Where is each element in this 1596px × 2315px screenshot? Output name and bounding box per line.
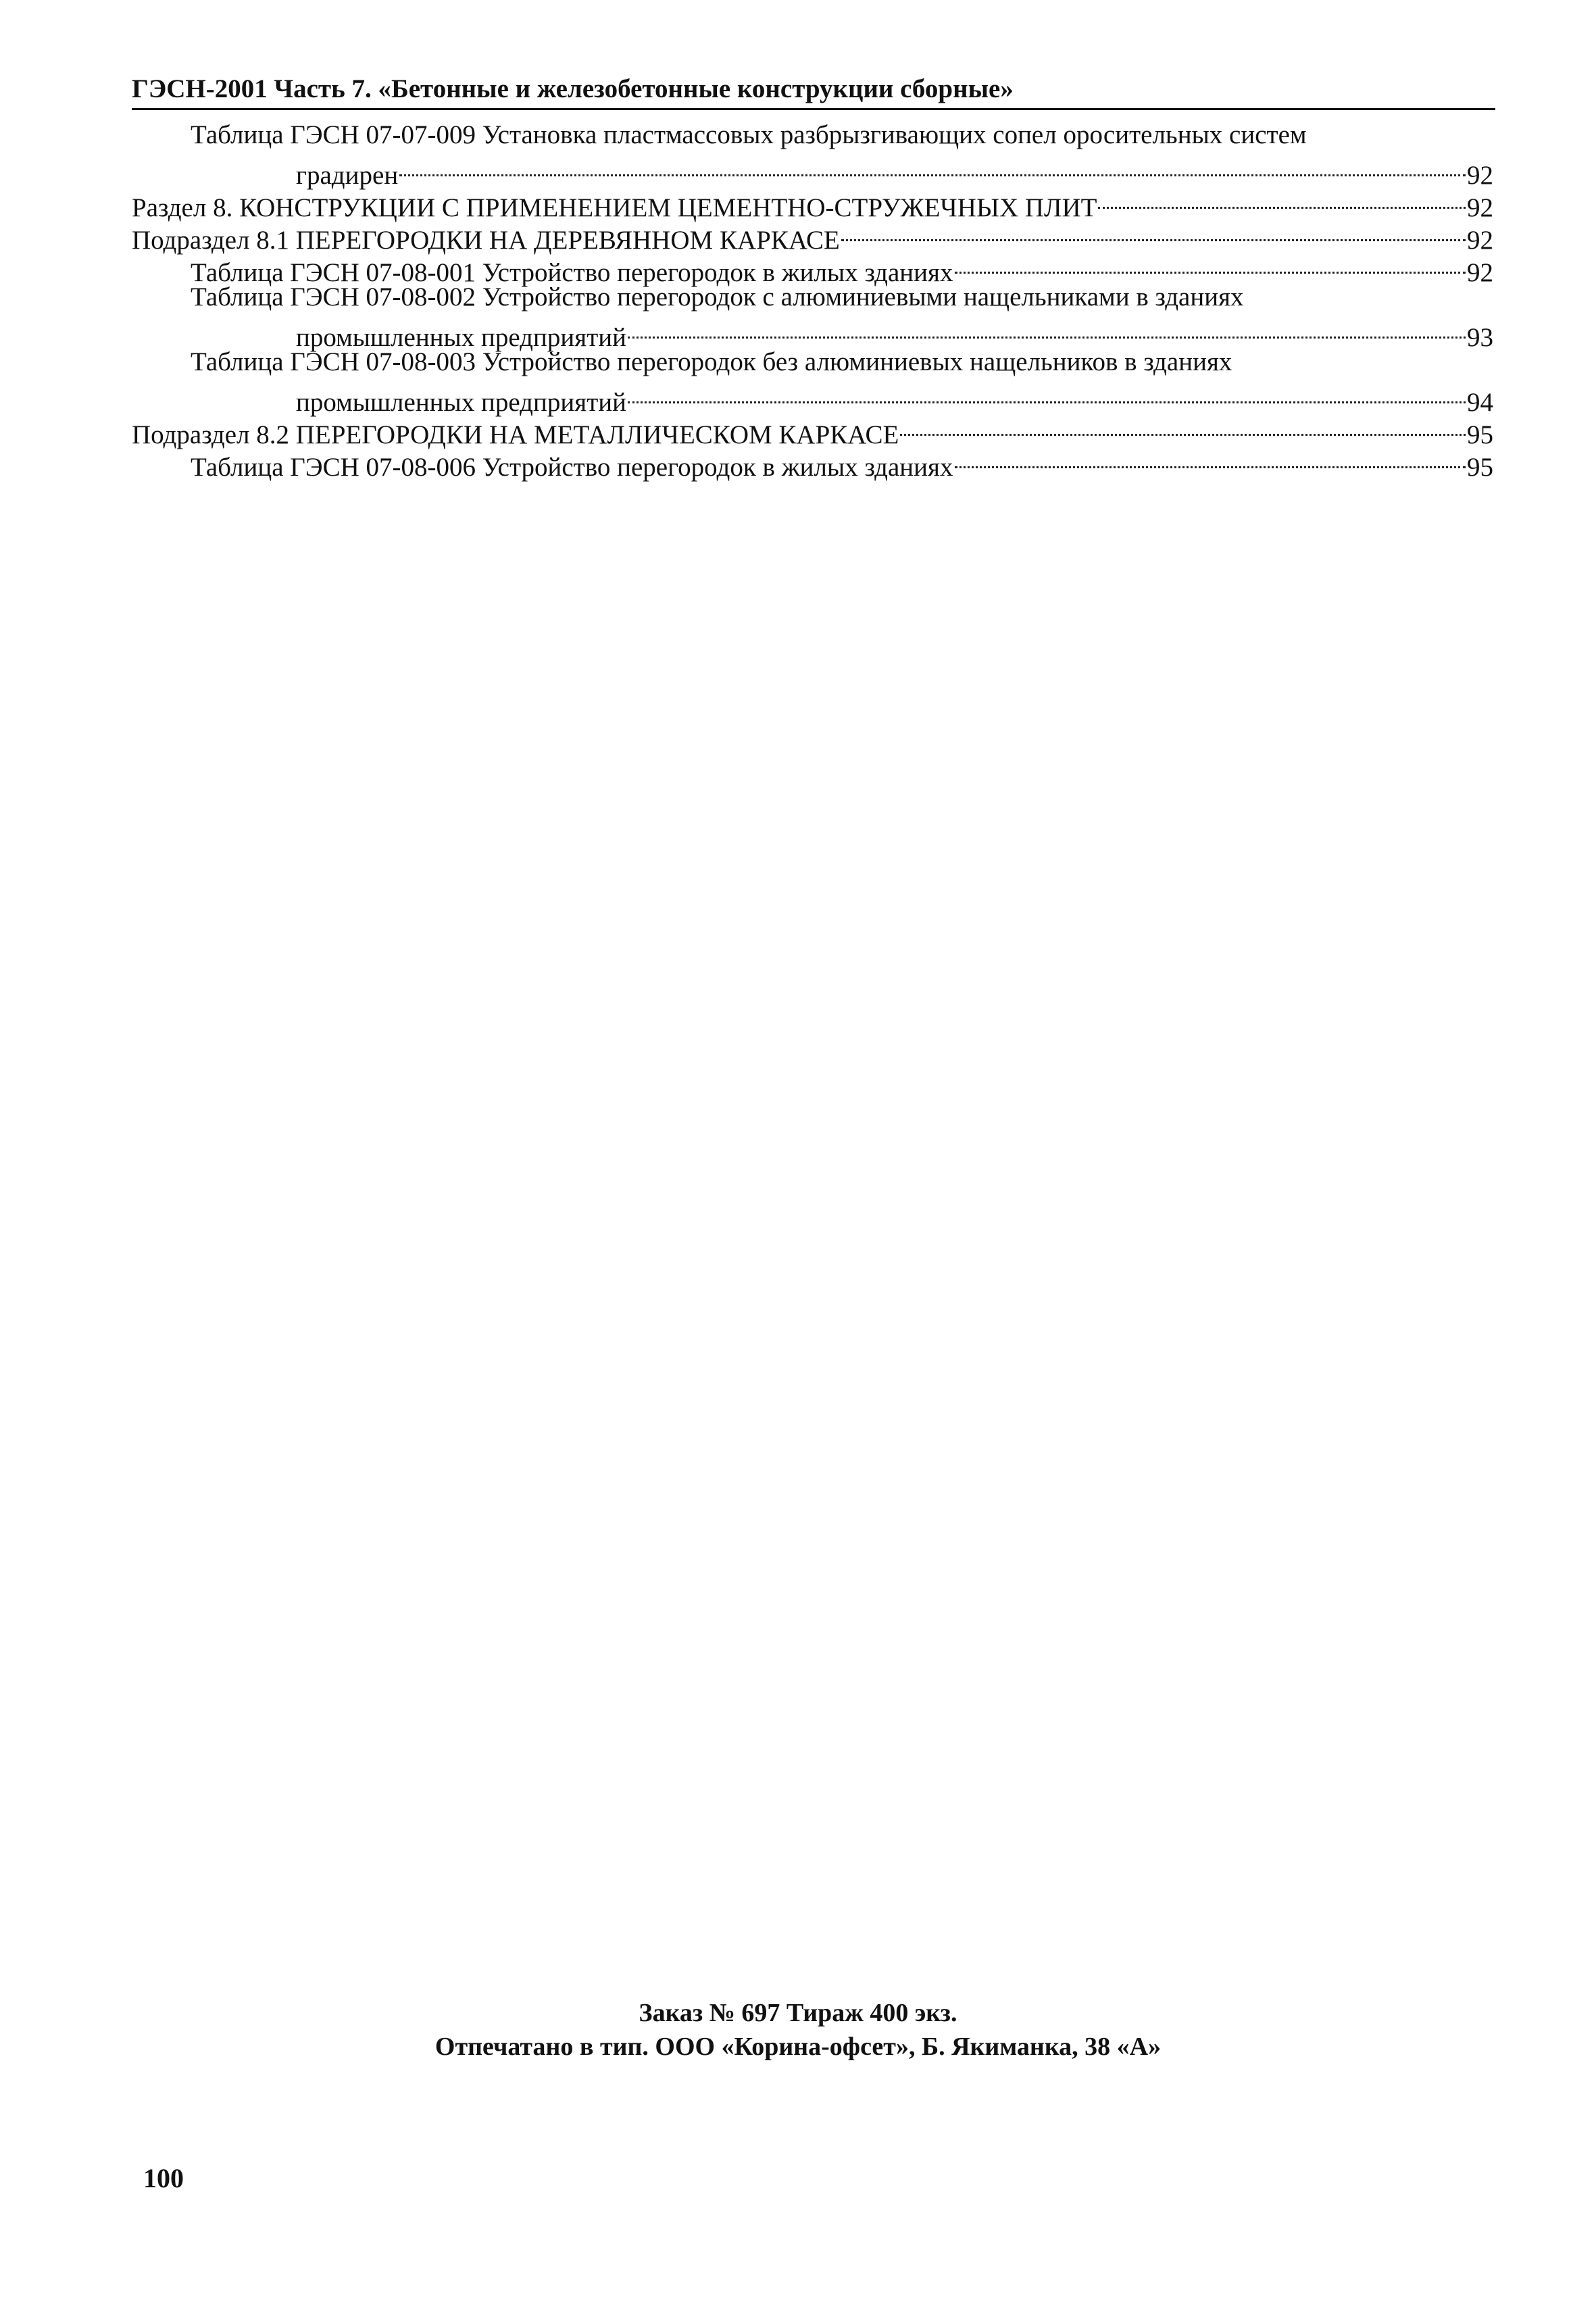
toc-leader-dots xyxy=(900,411,1466,443)
toc-entry-text: промышленных предприятий xyxy=(296,323,626,352)
toc-leader-dots xyxy=(955,443,1466,476)
toc-entry-text: промышленных предприятий xyxy=(296,388,626,417)
toc-entry[interactable] xyxy=(132,119,1493,151)
toc-entry-text: градирен xyxy=(296,161,399,190)
page-number: 100 xyxy=(143,2163,184,2193)
page-header: ГЭСН-2001 Часть 7. «Бетонные и железобетонные конструкции сборные» xyxy=(132,74,1014,103)
toc-leader-dots xyxy=(955,249,1466,281)
toc-entry[interactable] xyxy=(132,151,1493,190)
toc-leader-dots xyxy=(628,378,1466,411)
toc-entry-page: 92 xyxy=(1467,193,1493,222)
toc-leader-dots xyxy=(399,151,1466,184)
toc-entry-text: Подраздел 8.1 ПЕРЕГОРОДКИ НА ДЕРЕВЯННОМ КАРКАСЕ xyxy=(132,226,840,255)
toc-entry-text: Подраздел 8.2 ПЕРЕГОРОДКИ НА МЕТАЛЛИЧЕСКОМ КАРКАСЕ xyxy=(132,420,899,449)
header-rule xyxy=(132,108,1495,110)
toc-entry-page: 95 xyxy=(1467,453,1493,482)
toc-entry-text: Таблица ГЭСН 07-07-009 Установка пластмассовых разбрызгивающих сопел оросительных систем xyxy=(191,120,1307,149)
toc-entry[interactable] xyxy=(132,346,1493,378)
toc-entry[interactable] xyxy=(132,378,1493,417)
toc-entry-page: 95 xyxy=(1467,420,1493,449)
toc-leader-dots xyxy=(841,216,1466,249)
imprint-order-line: Заказ № 697 Тираж 400 экз. xyxy=(639,1999,957,2027)
imprint-printed-line: Отпечатано в тип. ООО «Корина-офсет», Б. Якиманка, 38 «А» xyxy=(434,2033,1162,2061)
toc-entry-text: Раздел 8. КОНСТРУКЦИИ С ПРИМЕНЕНИЕМ ЦЕМЕНТНО-СТРУЖЕЧНЫХ ПЛИТ xyxy=(132,193,1097,222)
table-of-contents xyxy=(132,119,1493,482)
toc-entry-page: 94 xyxy=(1467,388,1493,417)
toc-leader-dots xyxy=(1098,184,1466,216)
toc-leader-dots xyxy=(628,314,1466,346)
toc-entry-page: 92 xyxy=(1467,258,1493,287)
toc-entry-page: 93 xyxy=(1467,323,1493,352)
toc-entry-text: Таблица ГЭСН 07-08-006 Устройство перегородок в жилых зданиях xyxy=(191,453,953,482)
toc-entry-text: Таблица ГЭСН 07-08-001 Устройство перегородок в жилых зданиях xyxy=(191,258,953,287)
toc-entry-page: 92 xyxy=(1467,161,1493,190)
toc-entry-text: Таблица ГЭСН 07-08-003 Устройство перегородок без алюминиевых нащельников в зданиях xyxy=(191,347,1232,376)
toc-entry[interactable] xyxy=(132,281,1493,314)
toc-entry[interactable] xyxy=(132,314,1493,352)
toc-entry-page: 92 xyxy=(1467,226,1493,255)
toc-entry-text: Таблица ГЭСН 07-08-002 Устройство перегородок с алюминиевыми нащельниками в зданиях xyxy=(191,282,1244,312)
